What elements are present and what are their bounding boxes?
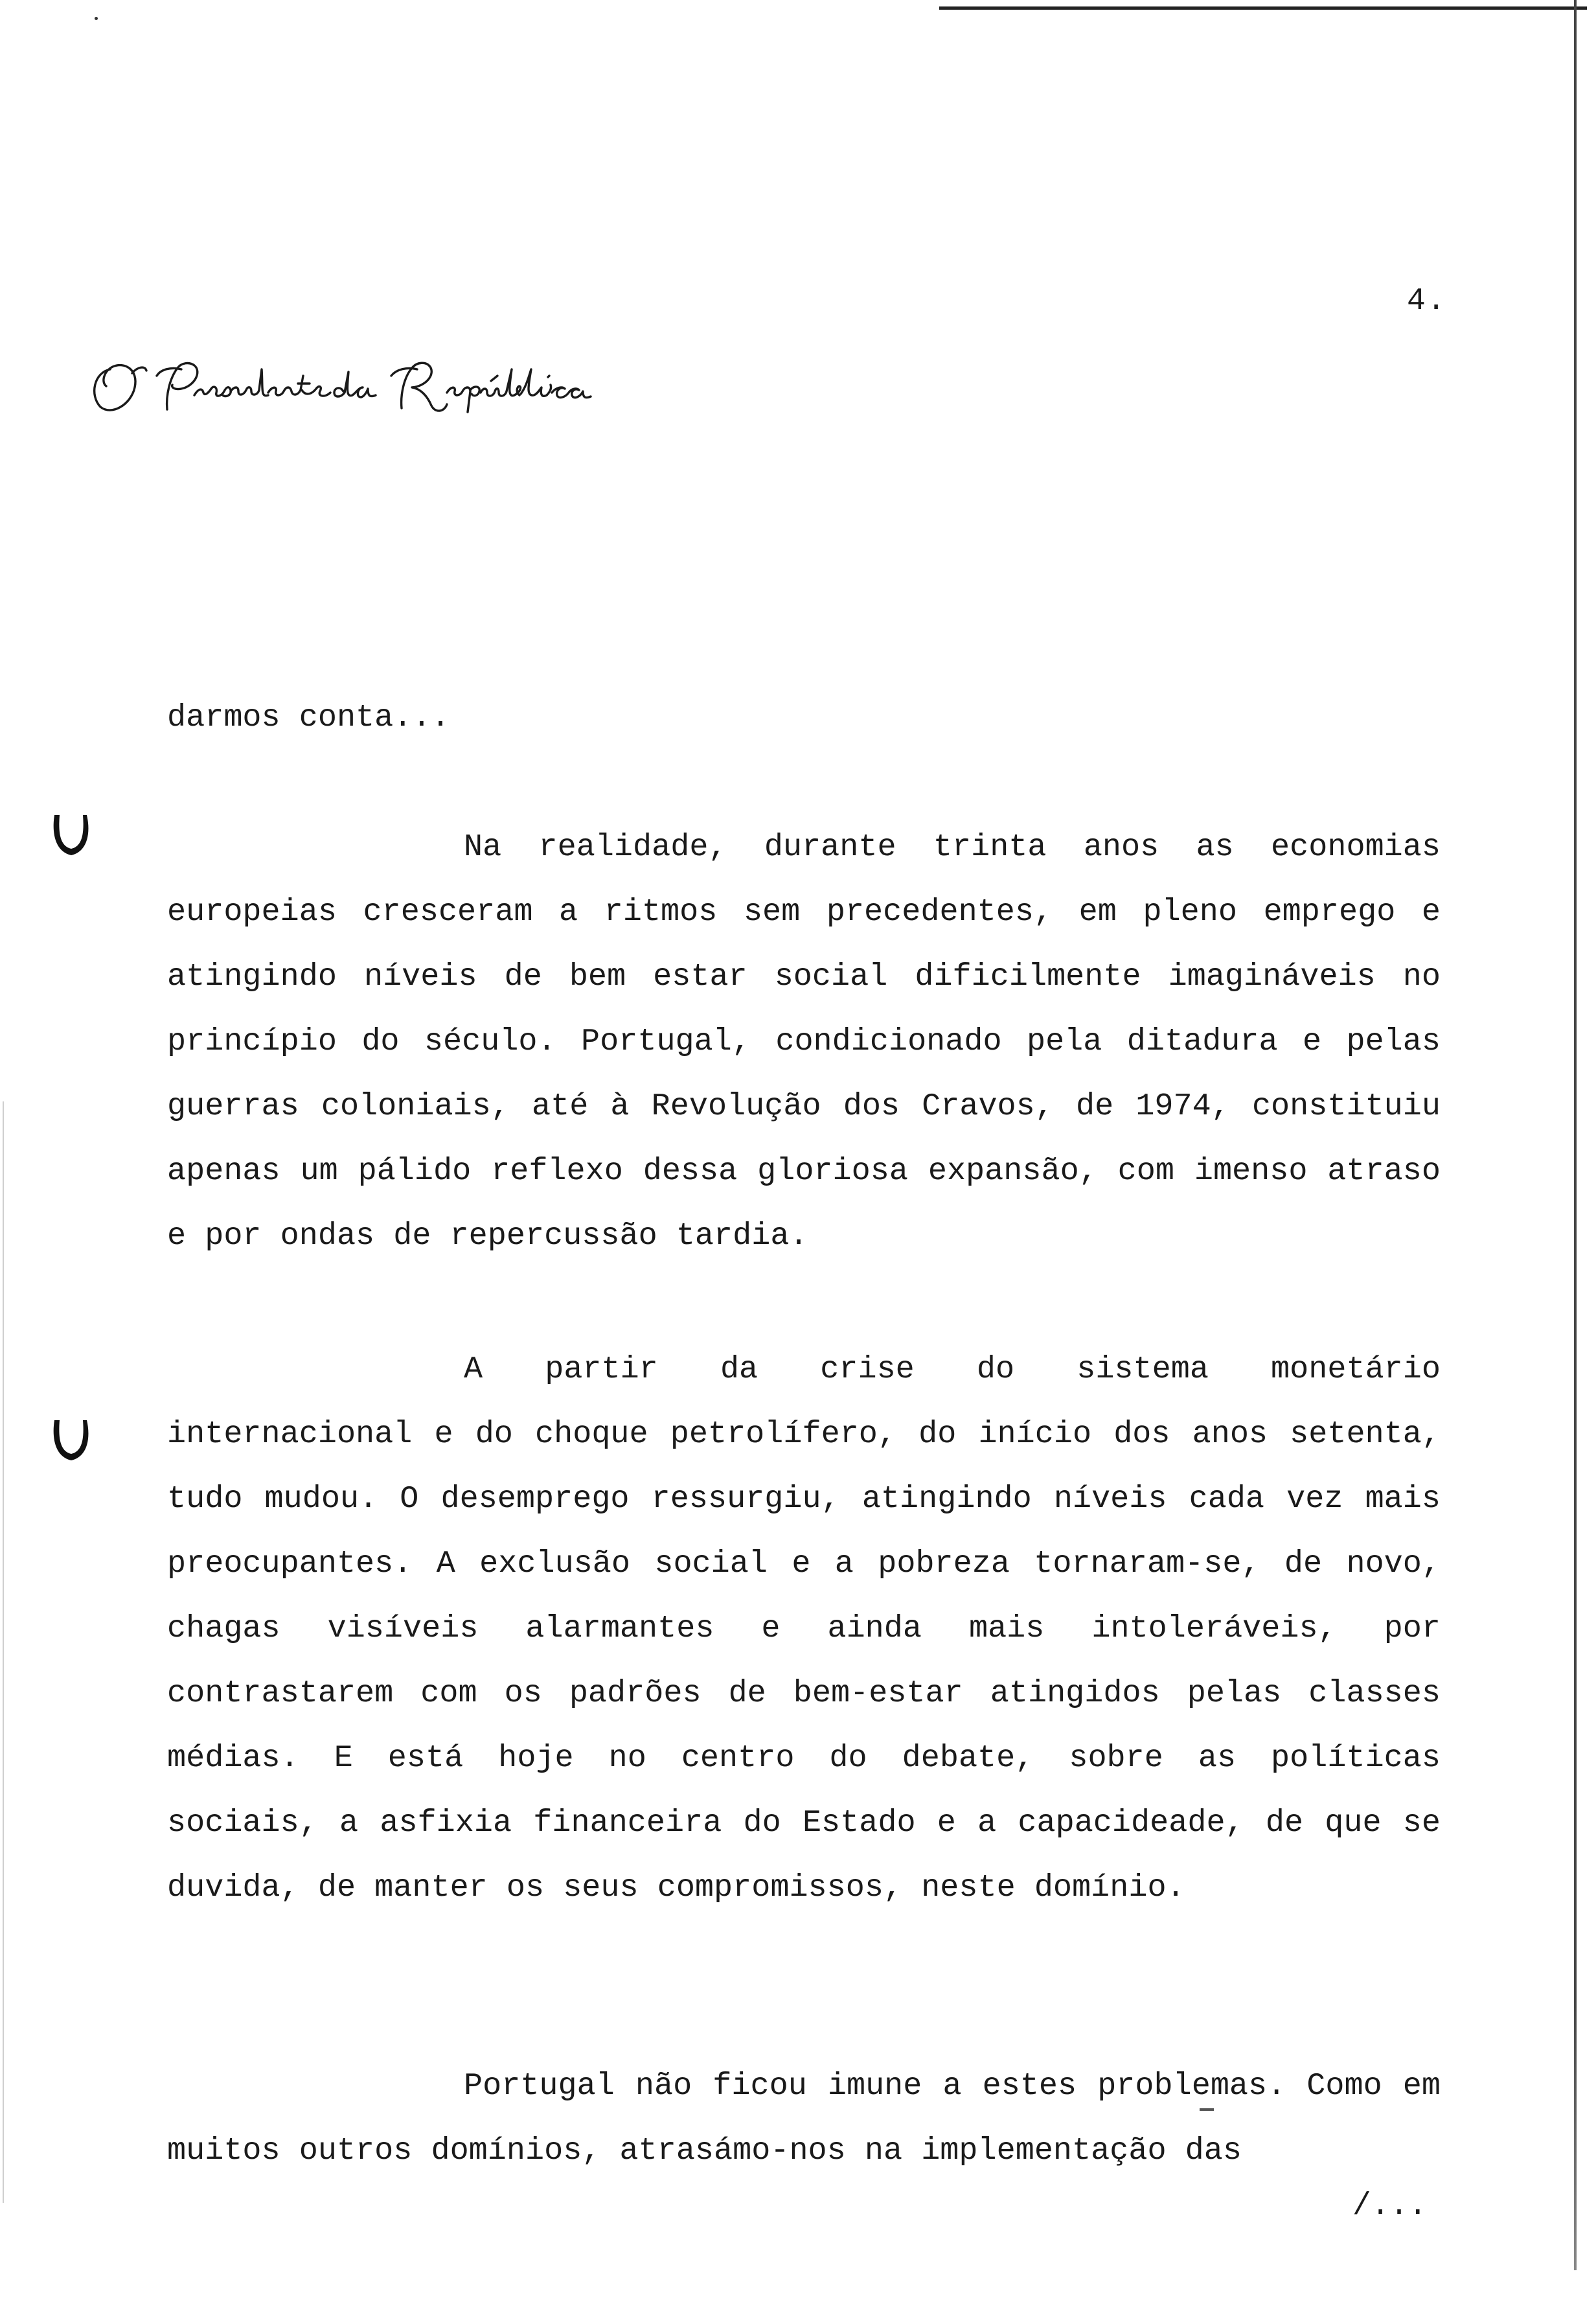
paragraph: Portugal não ficou imune a estes problemas. Como em muitos outros domínios, atrasámo-nos na implementação das (167, 2068, 1460, 2169)
scan-right-edge (1574, 0, 1577, 2270)
body-text (167, 1924, 1460, 2313)
body-text (167, 1208, 1460, 2050)
opening-line: darmos conta... (167, 700, 450, 735)
paragraph: Na realidade, durante trinta anos as economias europeias cresceram a ritmos sem precedentes, em pleno emprego e atingindo níveis de bem estar social dificilmente imagináveis no princípio do século. Portugal, condicionado pela ditadura e pelas guerras coloniais, até à Revolução dos Cravos, de 1974, constituiu apenas um pálido reflexo dessa gloriosa expansão, com imenso atraso e por ondas de repercussão tardia. (167, 829, 1460, 1254)
punch-hole-icon (45, 806, 97, 864)
scan-top-rule (939, 6, 1587, 10)
scan-left-edge (3, 1101, 4, 2203)
paragraph: A partir da crise do sistema monetário internacional e do choque petrolífero, do início dos anos setenta, tudo mudou. O desemprego ressurgiu, atingindo níveis cada vez mais preocupantes. A exclusão social e a pobreza tornaram-se, de novo, chagas visíveis alarmantes e ainda mais intoleráveis, por contrastarem com os padrões de bem-estar atingidos pelas classes médias. E está hoje no centro do debate, sobre as políticas sociais, a asfixia financeira do Estado e a capacideade, de que se duvida, de manter os seus compromissos, neste domínio. (167, 1352, 1460, 1905)
punch-hole-icon (45, 1411, 97, 1469)
page-number: 4. (1407, 284, 1447, 319)
scan-speck (95, 17, 98, 20)
continuation-mark: /... (1352, 2189, 1428, 2224)
letterhead-seal-icon (84, 350, 654, 421)
